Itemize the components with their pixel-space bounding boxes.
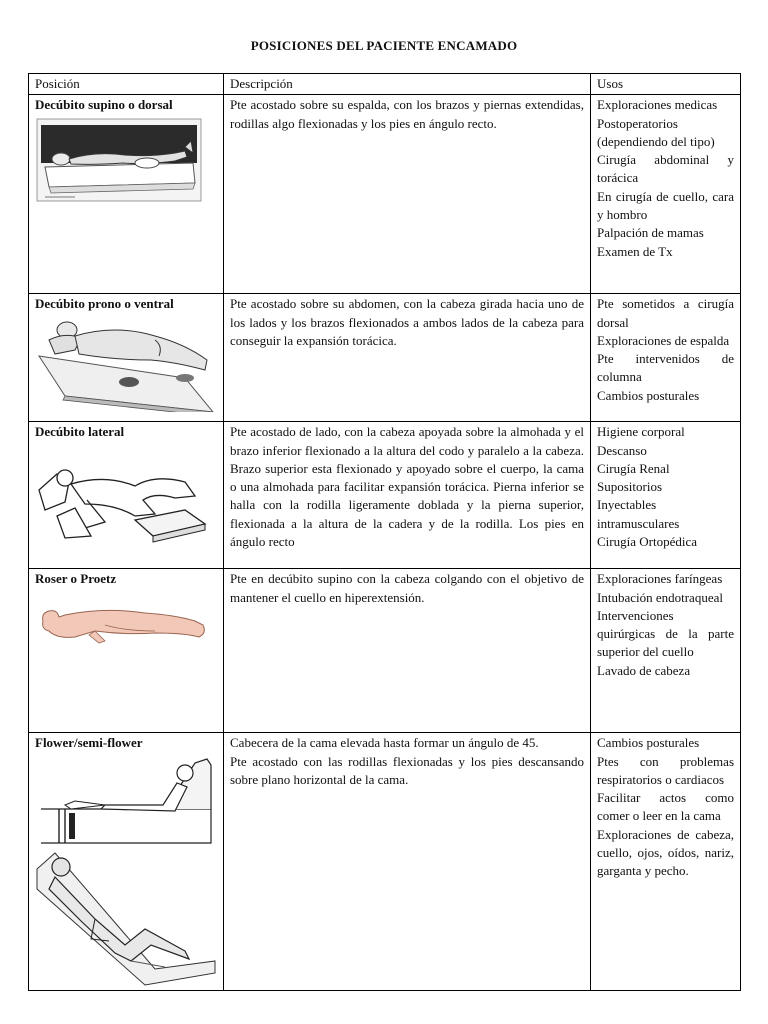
description-cell: Pte acostado sobre su espalda, con los brazos y piernas extendidas, rodillas algo flexionadas y los pies en ángulo recto. [224,95,591,294]
position-name: Flower/semi-flower [35,735,143,751]
description-cell: Pte en decúbito supino con la cabeza colgando con el objetivo de mantener el cuello en hiperextensión. [224,569,591,733]
uses-cell [591,95,741,294]
list-item: Cirugía abdominal y torácica [597,152,734,186]
position-name: Roser o Proetz [35,571,117,587]
positions-table [28,73,741,991]
description-cell: Pte acostado de lado, con la cabeza apoyada sobre la almohada y el brazo inferior flexionado a la altura del codo y paralelo a la cabeza. Brazo superior esta flexionado y apoyado sobre el cuerpo, la cama o una almohada para facilitar expansión torácica. Pierna inferior se halla con la rodilla ligeramente doblada y la pierna superior, flexionada a la altura de la cadera y de la rodilla. Los pies en ángulo recto [224,422,591,569]
description-cell [224,733,591,990]
list-item: Supositorios [597,479,663,495]
position-cell [29,422,224,569]
list-item: Cirugía Ortopédica [597,534,697,550]
list-item: Postoperatorios (dependiendo del tipo) [597,115,715,149]
table-row [29,95,741,294]
table-row [29,294,741,422]
description-text: Pte acostado con las rodillas flexionadas y los pies descansando sobre plano horizontal de la cama. [230,753,584,787]
list-item: Cambios posturales [597,387,700,403]
semi-fowler-illustration [35,849,217,989]
list-item: Inyectables intramusculares [597,497,680,531]
list-item: Lavado de cabeza [597,662,691,678]
header-uses: Usos [591,74,741,95]
position-name: Decúbito supino o dorsal [35,97,173,113]
position-name: Decúbito prono o ventral [35,296,174,312]
list-item: Cirugía Renal [597,460,670,476]
table-row [29,733,741,990]
page-title: POSICIONES DEL PACIENTE ENCAMADO [250,38,518,53]
list-item: Ptes con problemas respiratorios o cardiacos [597,753,734,787]
supine-position-illustration [35,117,203,203]
list-item: Descanso [597,442,647,458]
list-item: Exploraciones de espalda [597,332,730,348]
position-cell [29,95,224,294]
uses-cell [591,733,741,990]
list-item: Facilitar actos como comer o leer en la cama [597,790,734,824]
list-item: Intubación endotraqueal [597,589,723,605]
list-item: Pte intervenidos de columna [597,351,734,385]
table-row [29,569,741,733]
position-cell [29,294,224,422]
header-position: Posición [29,74,224,95]
position-cell [29,733,224,990]
uses-cell [591,294,741,422]
list-item: Intervenciones quirúrgicas de la parte superior del cuello [597,607,734,660]
list-item: Cambios posturales [597,735,700,751]
header-description: Descripción [224,74,591,95]
table-row [29,422,741,569]
lateral-position-illustration [35,444,211,548]
description-cell: Pte acostado sobre su abdomen, con la cabeza girada hacia uno de los lados y los brazos flexionados a ambos lados de la cabeza para conseguir la expansión torácica. [224,294,591,422]
table-header-row [29,74,741,95]
description-text: Cabecera de la cama elevada hasta formar un ángulo de 45. [230,735,539,751]
prone-position-illustration [35,316,217,412]
fowler-bed-illustration [35,755,217,847]
list-item: Examen de Tx [597,243,673,259]
position-cell [29,569,224,733]
list-item: Exploraciones faríngeas [597,571,723,587]
list-item: Exploraciones medicas [597,97,718,113]
list-item: Pte sometidos a cirugía dorsal [597,296,734,330]
list-item: Higiene corporal [597,424,685,440]
roser-position-illustration [35,591,211,647]
uses-cell [591,422,741,569]
list-item: Exploraciones de cabeza, cuello, ojos, oídos, nariz, garganta y pecho. [597,826,734,879]
list-item: Palpación de mamas [597,225,704,241]
uses-cell [591,569,741,733]
position-name: Decúbito lateral [35,424,125,440]
list-item: En cirugía de cuello, cara y hombro [597,188,734,223]
